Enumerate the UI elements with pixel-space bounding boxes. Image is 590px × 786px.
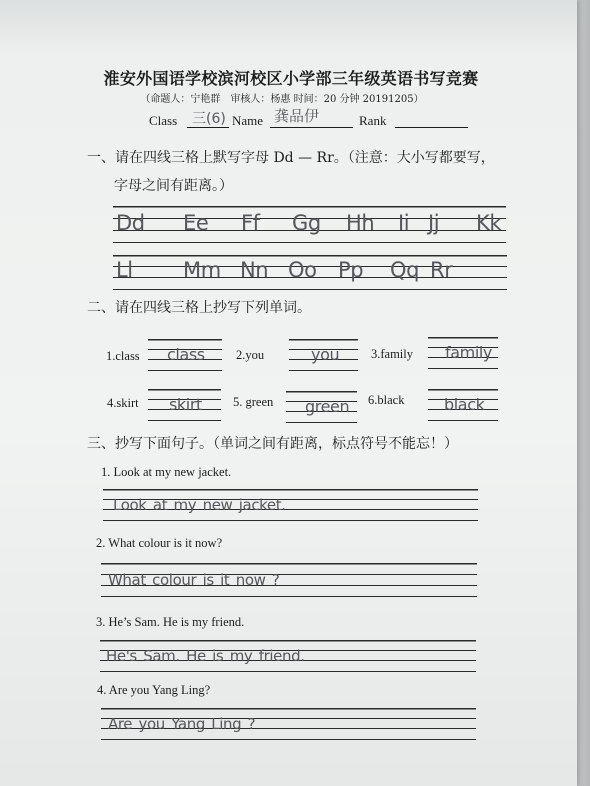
class-value-handwritten: 三(6) — [192, 111, 226, 127]
handwritten-letter-pair: Hh — [346, 210, 375, 235]
handwritten-word: family — [445, 342, 492, 362]
handwritten-word: green — [305, 396, 350, 416]
four-line-grid — [286, 391, 357, 423]
four-line-grid — [428, 337, 498, 369]
four-line-grid — [289, 339, 358, 371]
handwritten-letter-pair: Qq — [390, 258, 420, 283]
handwritten-letter-pair: Mm — [183, 258, 221, 283]
class-blank-line — [187, 127, 229, 128]
handwritten-sentence: What colour is it now ? — [108, 570, 280, 589]
section-letters-instruction: 一、请在四线三格上默写字母 Dd — Rr。（注意：大小写都要写， — [87, 150, 495, 166]
sentence-prompt: 1. Look at my new jacket. — [101, 465, 232, 479]
handwritten-letter-pair: Ff — [241, 210, 260, 235]
word-prompt: 2.you — [236, 348, 265, 362]
handwritten-sentence: He's Sam. He is my friend. — [106, 646, 305, 665]
handwritten-word: class — [167, 344, 205, 364]
four-line-grid — [148, 339, 222, 371]
handwritten-letter-pair: Ee — [183, 210, 209, 235]
handwritten-letter-pair: Nn — [240, 258, 269, 283]
word-prompt: 6.black — [368, 393, 405, 407]
handwritten-word: you — [311, 344, 340, 364]
section-letters-instruction-cont: 字母之间有距离。） — [114, 178, 233, 194]
handwritten-word: skirt — [169, 394, 202, 414]
sentence-prompt: 2. What colour is it now? — [96, 536, 223, 550]
word-prompt: 4.skirt — [107, 396, 139, 410]
word-prompt: 5. green — [233, 395, 274, 409]
four-line-grid — [148, 389, 221, 421]
exam-meta: （命题人：宁艳群 审核人：杨惠 时间：20 分钟 20191205） — [140, 94, 424, 105]
handwritten-letter-pair: Gg — [292, 210, 321, 235]
handwritten-letter-pair: Jj — [428, 210, 440, 235]
handwritten-sentence: Look at my new jacket. — [113, 495, 286, 514]
section-sentences-instruction: 三、抄写下面句子。（单词之间有距离，标点符号不能忘！） — [87, 436, 458, 452]
four-line-grid — [103, 489, 478, 521]
handwritten-letter-pair: Pp — [338, 258, 364, 283]
name-blank-line — [270, 127, 353, 128]
four-line-grid — [100, 640, 476, 672]
rank-blank-line — [395, 127, 468, 128]
section-words-instruction: 二、请在四线三格上抄写下列单词。 — [87, 300, 311, 316]
four-line-grid — [113, 255, 507, 290]
sentence-prompt: 3. He’s Sam. He is my friend. — [96, 615, 245, 629]
four-line-grid — [101, 563, 477, 597]
word-prompt: 3.family — [371, 347, 414, 361]
name-label: Name — [232, 113, 264, 128]
word-prompt: 1.class — [106, 349, 140, 363]
class-label: Class — [149, 113, 178, 128]
handwritten-letter-pair: Rr — [430, 258, 453, 283]
handwritten-letter-pair: Oo — [288, 258, 317, 283]
name-value-handwritten: 龚品伊 — [274, 107, 320, 125]
rank-label: Rank — [359, 113, 387, 128]
handwritten-letter-pair: Ll — [116, 258, 133, 283]
page-title: 淮安外国语学校滨河校区小学部三年级英语书写竞赛 — [103, 69, 479, 88]
handwritten-sentence: Are you Yang Ling ? — [108, 714, 256, 733]
handwritten-letter-pair: Dd — [116, 210, 145, 235]
sentence-prompt: 4. Are you Yang Ling? — [97, 683, 211, 697]
handwritten-letter-pair: Kk — [476, 210, 502, 235]
handwritten-letter-pair: Ii — [398, 210, 410, 235]
four-line-grid — [428, 389, 498, 421]
four-line-grid — [101, 708, 476, 740]
four-line-grid — [113, 206, 506, 243]
handwritten-word: black — [444, 394, 485, 414]
